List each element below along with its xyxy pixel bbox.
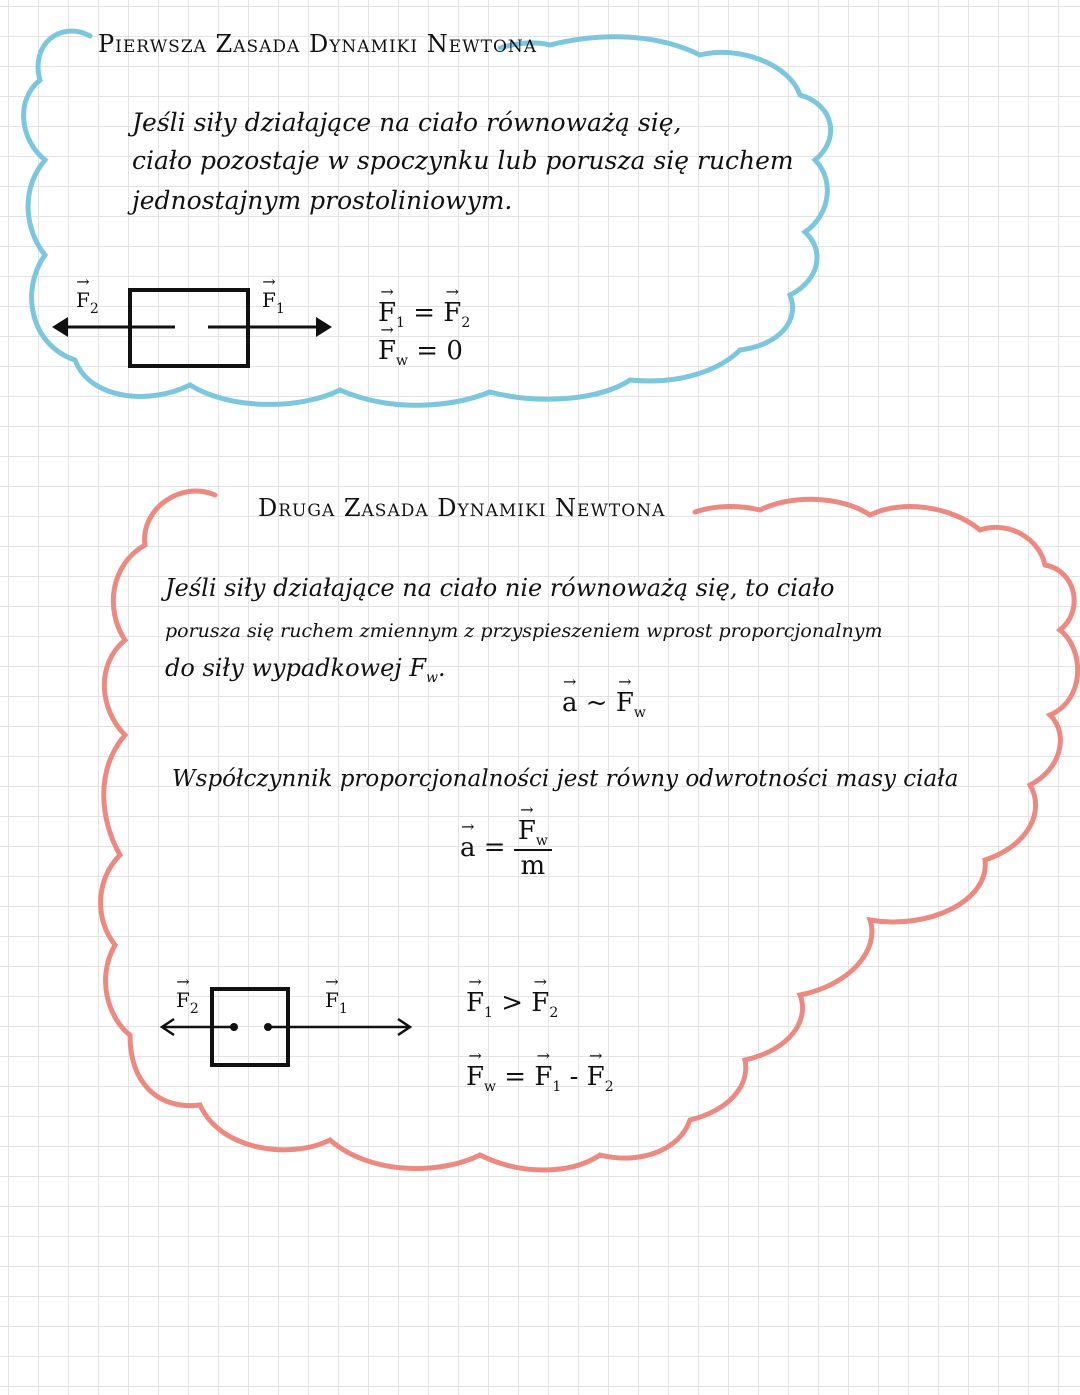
force-inequality: → $F_1$ > → $F_2$: [466, 988, 558, 1021]
first-law-line-1: Jeśli siły działające na ciało równoważą się,: [132, 108, 682, 137]
fraction: → $\frac{F_w}{m}$: [514, 816, 552, 881]
first-law-equation-1: → $F_1$ = → $F_2$: [378, 298, 470, 331]
first-law-line-2: ciało pozostaje w spoczynku lub porusza się ruchem: [132, 146, 794, 175]
second-law-line-2: porusza się ruchem zmiennym z przyspieszeniem wprost proporcjonalnym: [165, 620, 883, 642]
second-left-force-label: → $F_2$: [176, 988, 199, 1017]
right-force-origin: [264, 1023, 272, 1031]
second-law-line-3: do siły wypadkowej $F_w$.: [165, 654, 446, 686]
acceleration-formula: → a = → $\frac{F_w}{m}$: [460, 816, 552, 881]
first-law-line-3: jednostajnym prostoliniowym.: [132, 186, 513, 215]
first-law-title: Pierwsza Zasada Dynamiki Newtona: [98, 30, 538, 58]
first-law-equation-2: → $F_w = 0$: [378, 336, 463, 369]
first-right-force-label: → $F_1$: [262, 288, 285, 317]
second-right-force-label: → $F_1$: [325, 988, 348, 1017]
second-law-line-1: Jeśli siły działające na ciało nie równoważą się, to ciało: [165, 574, 835, 602]
second-law-title: Druga Zasada Dynamiki Newtona: [258, 494, 666, 522]
left-arrowhead: [52, 317, 68, 337]
coefficient-line: Współczynnik proporcjonalności jest równy odwrotności masy ciała: [172, 766, 959, 792]
proportionality-formula: → a ~ → $F_w$: [562, 688, 646, 721]
left-force-origin: [230, 1023, 238, 1031]
right-arrowhead: [316, 317, 332, 337]
first-left-force-label: → $F_2$: [76, 288, 99, 317]
resultant-force-formula: → $F_w$ = → $F_1$ - → $F_2$: [466, 1062, 614, 1095]
